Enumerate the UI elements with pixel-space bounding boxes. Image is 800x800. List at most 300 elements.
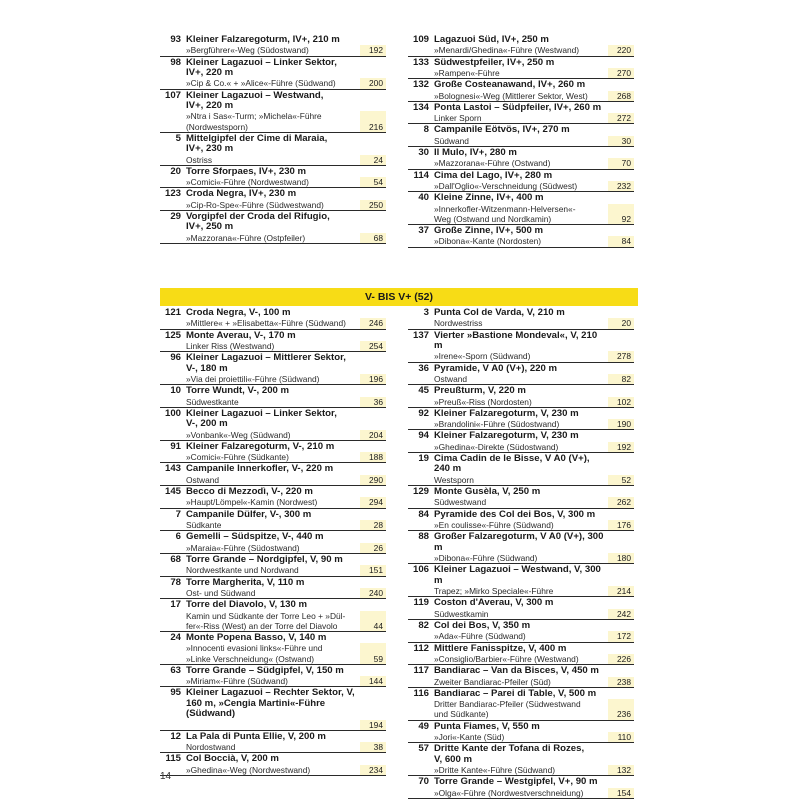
route-details — [434, 192, 634, 224]
route-title: Col Boccià, V, 200 m — [186, 753, 279, 765]
route-title: Kleiner Lagazuoi – Rechter Sektor, V, 160 m, »Cengia Martini«-Führe (Südwand) — [186, 687, 355, 720]
route-description-row — [186, 45, 386, 55]
route-description: »Innocenti evasioni links«-Führe und »Linke Verschneidung« (Ostwand) — [186, 643, 323, 664]
route-details — [186, 731, 386, 753]
route-description-row — [186, 643, 386, 663]
route-details — [186, 90, 386, 132]
route-description-row — [434, 45, 634, 55]
route-title: Campanile Innerkofler, V-, 220 m — [186, 463, 334, 475]
route-description: »Comici«-Führe (Südkante) — [186, 452, 289, 463]
route-description: »Dibona«-Kante (Nordosten) — [434, 236, 542, 247]
route-entry — [160, 133, 386, 166]
route-entry — [160, 687, 386, 730]
route-entry — [160, 57, 386, 90]
route-description: Linker Sporn — [434, 113, 482, 124]
route-description: Südwand — [434, 135, 469, 146]
route-description-row — [434, 677, 634, 687]
route-description-row — [186, 565, 386, 575]
route-page-reference[interactable]: 270 — [608, 68, 634, 78]
route-details — [434, 597, 634, 619]
route-details — [186, 687, 386, 729]
route-number: 116 — [413, 687, 429, 699]
route-description-row — [186, 397, 386, 407]
route-description: »Miriam«-Führe (Südwand) — [186, 676, 288, 687]
route-description: Nordwestkante und Nordwand — [186, 565, 299, 576]
route-number: 137 — [412, 329, 429, 341]
route-description-row — [434, 765, 634, 775]
route-description: »Dritte Kante«-Führe (Südwand) — [434, 765, 556, 775]
route-description-row — [186, 611, 386, 631]
route-number: 134 — [412, 101, 429, 113]
route-details — [434, 643, 634, 665]
route-number: 78 — [170, 576, 181, 588]
route-description-row — [434, 351, 634, 361]
route-page-reference[interactable]: 102 — [608, 397, 634, 407]
route-details — [186, 753, 386, 775]
route-details — [186, 463, 386, 485]
route-details — [186, 632, 386, 664]
route-description: Ostriss — [186, 154, 213, 165]
route-page-reference[interactable]: 268 — [608, 91, 634, 101]
route-page-reference[interactable]: 154 — [608, 788, 634, 798]
route-page-reference[interactable]: 234 — [360, 765, 386, 775]
route-page-reference[interactable]: 220 — [608, 45, 634, 55]
route-number: 100 — [164, 407, 181, 419]
route-title: Große Zinne, IV+, 500 m — [434, 225, 544, 237]
route-page-reference[interactable]: 240 — [360, 588, 386, 598]
route-title: Kleiner Falzaregoturm, V, 230 m — [434, 407, 579, 419]
route-page-reference[interactable]: 214 — [608, 586, 634, 596]
route-number: 93 — [170, 34, 181, 45]
route-page-reference[interactable]: 216 — [360, 111, 386, 131]
route-description-row — [186, 475, 386, 485]
route-page-reference[interactable]: 246 — [360, 318, 386, 328]
route-description: »Vonbank«-Weg (Südwand) — [186, 429, 291, 440]
route-description-row — [186, 374, 386, 384]
route-number: 17 — [170, 599, 181, 611]
route-page-reference[interactable]: 26 — [360, 543, 386, 553]
route-title: Südwestpfeiler, IV+, 250 m — [434, 56, 555, 68]
route-title: Kleiner Lagazuoi – Westwand, IV+, 220 m — [186, 89, 324, 112]
route-details — [434, 486, 634, 508]
route-description: »Jori«-Kante (Süd) — [434, 731, 505, 742]
route-description: »Bolognesi«-Weg (Mittlerer Sektor, West) — [434, 90, 588, 101]
route-page-reference[interactable]: 30 — [608, 136, 634, 146]
route-entry — [160, 34, 386, 57]
route-description: »En coulisse«-Führe (Südwand) — [434, 520, 554, 531]
route-page-reference[interactable]: 194 — [360, 720, 386, 730]
route-title: Monte Gusèla, V, 250 m — [434, 486, 541, 498]
route-description: Nordostwand — [186, 742, 236, 753]
route-description: »Haupt/Lömpel«-Kamin (Nordwest) — [186, 497, 318, 508]
route-title: Torre Grande – Südgipfel, V, 150 m — [186, 664, 344, 676]
route-page-reference[interactable]: 68 — [360, 233, 386, 243]
route-description-row — [434, 181, 634, 191]
route-page-reference[interactable]: 92 — [608, 204, 634, 224]
route-title: Coston d'Averau, V, 300 m — [434, 597, 554, 609]
route-page-reference[interactable]: 242 — [608, 609, 634, 619]
route-details — [434, 531, 634, 563]
route-page-reference[interactable]: 192 — [360, 45, 386, 55]
route-page-reference[interactable]: 196 — [360, 374, 386, 384]
route-page-reference[interactable]: 290 — [360, 475, 386, 485]
route-number: 92 — [418, 407, 429, 419]
route-list-top-left — [160, 34, 386, 244]
route-entry — [160, 352, 386, 385]
route-details — [186, 330, 386, 352]
route-details — [434, 124, 634, 146]
route-entry — [160, 486, 386, 509]
route-page-reference[interactable]: 278 — [608, 351, 634, 361]
route-title: Bandiarac – Parei di Table, V, 500 m — [434, 687, 597, 699]
route-entry — [160, 330, 386, 353]
route-page-reference[interactable]: 250 — [360, 200, 386, 210]
route-entry — [408, 486, 634, 509]
route-number: 121 — [164, 307, 181, 318]
route-details — [186, 665, 386, 687]
route-title: Torre Grande – Westgipfel, V+, 90 m — [434, 776, 598, 788]
route-description: Nordwestriss — [434, 318, 483, 329]
route-description: »Irene«-Sporn (Südwand) — [434, 351, 531, 362]
route-entry — [160, 554, 386, 577]
route-number: 3 — [423, 307, 429, 318]
route-number: 40 — [418, 192, 429, 204]
route-description: »Ghedina«-Direkte (Südostwand) — [434, 441, 559, 452]
route-description: Ost- und Südwand — [186, 587, 256, 598]
route-description: Kamin und Südkante der Torre Leo + »Dül- fer«-Riss (West) an der Torre del Diavolo — [186, 610, 346, 631]
route-number: 96 — [170, 352, 181, 364]
route-number: 119 — [413, 597, 429, 609]
route-list-bottom-left — [160, 307, 386, 776]
route-title: Punta Fiames, V, 550 m — [434, 720, 540, 732]
route-number: 123 — [164, 188, 181, 200]
route-description-row — [186, 765, 386, 775]
route-page-reference[interactable]: 20 — [608, 318, 634, 328]
route-entry — [408, 330, 634, 363]
route-title: Lagazuoi Süd, IV+, 250 m — [434, 34, 549, 45]
route-details — [434, 57, 634, 79]
route-description: Linker Riss (Westwand) — [186, 341, 275, 352]
route-number: 143 — [164, 463, 181, 475]
route-description-row — [434, 318, 634, 328]
route-title: Kleiner Falzaregoturm, V-, 210 m — [186, 440, 335, 452]
route-entry — [160, 731, 386, 754]
route-description: »Preuß«-Riss (Nordosten) — [434, 396, 532, 407]
route-details — [434, 408, 634, 430]
route-description-row — [186, 497, 386, 507]
route-list-bottom-right — [408, 307, 634, 799]
route-number: 45 — [418, 385, 429, 397]
route-title: Vierter »Bastione Mondeval«, V, 210 m — [434, 329, 598, 352]
route-number: 133 — [412, 56, 429, 68]
route-description-row — [434, 113, 634, 123]
route-description: »Innerkofler-Witzenmann-Helversen«- Weg (Ostwand und Nordkamin) — [434, 203, 576, 224]
route-description-row — [434, 699, 634, 719]
route-description-row — [434, 68, 634, 78]
route-title: Kleiner Lagazuoi – Linker Sektor, V-, 200 m — [186, 407, 337, 430]
route-title: Großer Falzaregoturm, V A0 (V+), 300 m — [434, 531, 604, 553]
route-description: »Via dei proiettili«-Führe (Südwand) — [186, 374, 320, 385]
route-details — [186, 352, 386, 384]
route-title: Pyramide, V A0 (V+), 220 m — [434, 362, 558, 374]
route-number: 12 — [170, 730, 181, 742]
route-details — [186, 577, 386, 599]
route-number: 8 — [423, 124, 429, 136]
route-description: »Comici«-Führe (Nordwestwand) — [186, 177, 309, 188]
route-page-reference[interactable]: 44 — [360, 611, 386, 631]
route-entry — [160, 509, 386, 532]
route-page-reference[interactable]: 36 — [360, 397, 386, 407]
route-details — [434, 363, 634, 385]
route-title: Mittelgipfel der Cime di Maraia, IV+, 230 m — [186, 132, 328, 155]
route-entry — [408, 564, 634, 597]
route-list-top-right — [408, 34, 634, 248]
route-details — [434, 453, 634, 485]
route-details — [186, 531, 386, 553]
route-page-reference[interactable]: 70 — [608, 158, 634, 168]
route-details — [434, 102, 634, 124]
route-number: 132 — [412, 79, 429, 91]
route-title: Kleiner Falzaregoturm, IV+, 210 m — [186, 34, 340, 45]
route-description-row — [434, 236, 634, 246]
route-page-reference[interactable]: 190 — [608, 419, 634, 429]
route-details — [186, 57, 386, 89]
route-number: 145 — [164, 486, 181, 498]
route-number: 84 — [418, 508, 429, 520]
route-page-reference[interactable]: 176 — [608, 520, 634, 530]
route-number: 109 — [412, 34, 429, 45]
route-entry — [408, 509, 634, 532]
route-description-row — [186, 742, 386, 752]
route-details — [186, 509, 386, 531]
route-description-row — [186, 543, 386, 553]
route-description: »Rampen«-Führe — [434, 68, 500, 79]
route-number: 19 — [418, 453, 429, 465]
route-description-row — [434, 732, 634, 742]
route-entry — [408, 102, 634, 125]
route-details — [186, 211, 386, 243]
route-number: 112 — [413, 642, 429, 654]
route-description-row — [434, 91, 634, 101]
route-entry — [160, 307, 386, 330]
route-number: 125 — [164, 329, 181, 341]
route-page-reference[interactable]: 272 — [608, 113, 634, 123]
route-description — [186, 720, 360, 730]
route-details — [434, 430, 634, 452]
route-details — [434, 665, 634, 687]
route-number: 91 — [170, 440, 181, 452]
route-description-row — [434, 442, 634, 452]
route-number: 7 — [175, 508, 181, 520]
route-page-reference[interactable]: 132 — [608, 765, 634, 775]
route-page-reference[interactable]: 238 — [608, 677, 634, 687]
route-number: 30 — [418, 147, 429, 159]
route-page-reference[interactable]: 226 — [608, 654, 634, 664]
route-entry — [160, 753, 386, 776]
route-page-reference[interactable]: 232 — [608, 181, 634, 191]
route-page-reference[interactable]: 24 — [360, 155, 386, 165]
route-page-reference[interactable]: 188 — [360, 452, 386, 462]
route-entry — [408, 57, 634, 80]
route-title: Campanile Eötvös, IV+, 270 m — [434, 124, 570, 136]
route-description: Zweiter Bandiarac-Pfeiler (Süd) — [434, 676, 551, 687]
route-entry — [408, 531, 634, 564]
route-entry — [408, 124, 634, 147]
route-entry — [160, 385, 386, 408]
route-number: 29 — [170, 211, 181, 223]
route-number: 10 — [170, 385, 181, 397]
route-title: Torre Margherita, V, 110 m — [186, 576, 305, 588]
route-page-reference[interactable]: 200 — [360, 78, 386, 88]
route-title: Col dei Bos, V, 350 m — [434, 619, 531, 631]
route-number: 114 — [413, 169, 429, 181]
route-description-row — [186, 318, 386, 328]
route-entry — [408, 225, 634, 248]
section-heading: V- BIS V+ (52) — [160, 288, 638, 306]
route-entry — [160, 166, 386, 189]
route-number: 5 — [175, 132, 181, 144]
route-number: 129 — [412, 486, 429, 498]
route-number: 82 — [418, 619, 429, 631]
route-description-row — [186, 452, 386, 462]
route-description-row — [434, 397, 634, 407]
route-description-row — [434, 654, 634, 664]
route-description: Ostwand — [434, 374, 468, 385]
route-page-reference[interactable]: 28 — [360, 520, 386, 530]
route-title: Dritte Kante der Tofana di Rozes, V, 600 m — [434, 743, 585, 765]
route-number: 6 — [175, 531, 181, 543]
route-entry — [160, 665, 386, 688]
route-title: Croda Negra, V-, 100 m — [186, 307, 291, 318]
route-entry — [408, 192, 634, 225]
route-details — [186, 34, 386, 56]
route-title: Cima Cadin de le Bisse, V A0 (V+), 240 m — [434, 453, 590, 475]
route-number: 68 — [170, 553, 181, 565]
route-details — [186, 408, 386, 440]
route-number: 20 — [170, 165, 181, 177]
route-page-reference[interactable]: 294 — [360, 497, 386, 507]
route-number: 24 — [170, 631, 181, 643]
route-details — [434, 776, 634, 798]
route-page-reference[interactable]: 54 — [360, 177, 386, 187]
route-entry — [408, 620, 634, 643]
route-entry — [160, 599, 386, 632]
route-title: Vorgipfel der Croda del Rifugio, IV+, 250 m — [186, 211, 330, 233]
route-entry — [408, 721, 634, 744]
route-entry — [408, 79, 634, 102]
route-page-reference[interactable]: 84 — [608, 236, 634, 246]
route-details — [186, 307, 386, 329]
route-description-row — [186, 720, 386, 730]
route-details — [434, 34, 634, 56]
route-description: »Ada«-Führe (Südwand) — [434, 631, 526, 642]
route-number: 94 — [418, 430, 429, 442]
route-page-reference[interactable]: 82 — [608, 374, 634, 384]
route-number: 98 — [170, 56, 181, 68]
route-entry — [408, 688, 634, 721]
route-title: Kleiner Lagazuoi – Linker Sektor, IV+, 220 m — [186, 56, 337, 79]
route-page-reference[interactable]: 262 — [608, 497, 634, 507]
route-description-row — [186, 111, 386, 131]
route-page-reference[interactable]: 236 — [608, 699, 634, 719]
route-page-reference[interactable]: 180 — [608, 553, 634, 563]
route-entry — [408, 776, 634, 799]
route-description-row — [434, 497, 634, 507]
route-entry — [408, 743, 634, 776]
route-description-row — [186, 155, 386, 165]
route-page-reference[interactable]: 172 — [608, 631, 634, 641]
route-entry — [160, 188, 386, 211]
route-description-row — [186, 520, 386, 530]
route-details — [434, 79, 634, 101]
route-title: Bandiarac – Van da Bisces, V, 450 m — [434, 665, 599, 677]
route-details — [434, 564, 634, 596]
route-entry — [408, 408, 634, 431]
route-description-row — [434, 374, 634, 384]
route-number: 49 — [418, 720, 429, 732]
route-description: »Mittlere« + »Elisabetta«-Führe (Südwand) — [186, 318, 346, 329]
route-title: Croda Negra, IV+, 230 m — [186, 188, 297, 200]
route-page-reference[interactable]: 254 — [360, 341, 386, 351]
route-description: »Ntra i Sas«-Turm; »Michela«-Führe (Nordwestsporn) — [186, 111, 322, 132]
route-entry — [408, 34, 634, 57]
route-description-row — [434, 553, 634, 563]
route-title: Torre Sforpaes, IV+, 230 m — [186, 165, 307, 177]
route-entry — [160, 211, 386, 244]
route-description-row — [434, 586, 634, 596]
route-number: 106 — [412, 564, 429, 576]
route-page-reference[interactable]: 59 — [360, 643, 386, 663]
route-title: Ponta Lastoi – Südpfeiler, IV+, 260 m — [434, 101, 602, 113]
route-description-row — [186, 78, 386, 88]
route-page-reference[interactable]: 52 — [608, 475, 634, 485]
route-title: Torre Wundt, V-, 200 m — [186, 385, 290, 397]
route-page-reference[interactable]: 110 — [608, 732, 634, 742]
route-details — [186, 486, 386, 508]
route-title: Kleine Zinne, IV+, 400 m — [434, 192, 544, 204]
route-details — [186, 133, 386, 165]
route-title: Gemelli – Südspitze, V-, 440 m — [186, 531, 324, 543]
route-description-row — [434, 158, 634, 168]
route-page-reference[interactable]: 38 — [360, 742, 386, 752]
route-description: »Bergführer«-Weg (Südostwand) — [186, 45, 309, 56]
route-entry — [160, 531, 386, 554]
route-details — [434, 385, 634, 407]
route-page-reference[interactable]: 204 — [360, 430, 386, 440]
route-page-reference[interactable]: 192 — [608, 442, 634, 452]
route-number: 115 — [165, 753, 181, 765]
route-page-reference[interactable]: 144 — [360, 676, 386, 686]
route-entry — [160, 90, 386, 133]
route-description: »Mazzorana«-Führe (Ostpfeiler) — [186, 232, 306, 243]
route-description: Südkante — [186, 520, 222, 531]
route-title: Becco di Mezzodì, V-, 220 m — [186, 486, 313, 498]
route-description: »Consiglio/Barbier«-Führe (Westwand) — [434, 653, 579, 664]
route-description-row — [434, 419, 634, 429]
route-entry — [408, 147, 634, 170]
route-details — [434, 688, 634, 720]
route-entry — [408, 385, 634, 408]
route-details — [186, 599, 386, 631]
route-title: Cima del Lago, IV+, 280 m — [434, 169, 553, 181]
route-number: 117 — [413, 665, 429, 677]
route-description: »Brandolini«-Führe (Südostwand) — [434, 419, 560, 430]
route-page-reference[interactable]: 151 — [360, 565, 386, 575]
route-details — [186, 385, 386, 407]
route-description: »Menardi/Ghedina«-Führe (Westwand) — [434, 45, 580, 56]
route-title: Mittlere Fanisspitze, V, 400 m — [434, 642, 567, 654]
route-description-row — [434, 136, 634, 146]
